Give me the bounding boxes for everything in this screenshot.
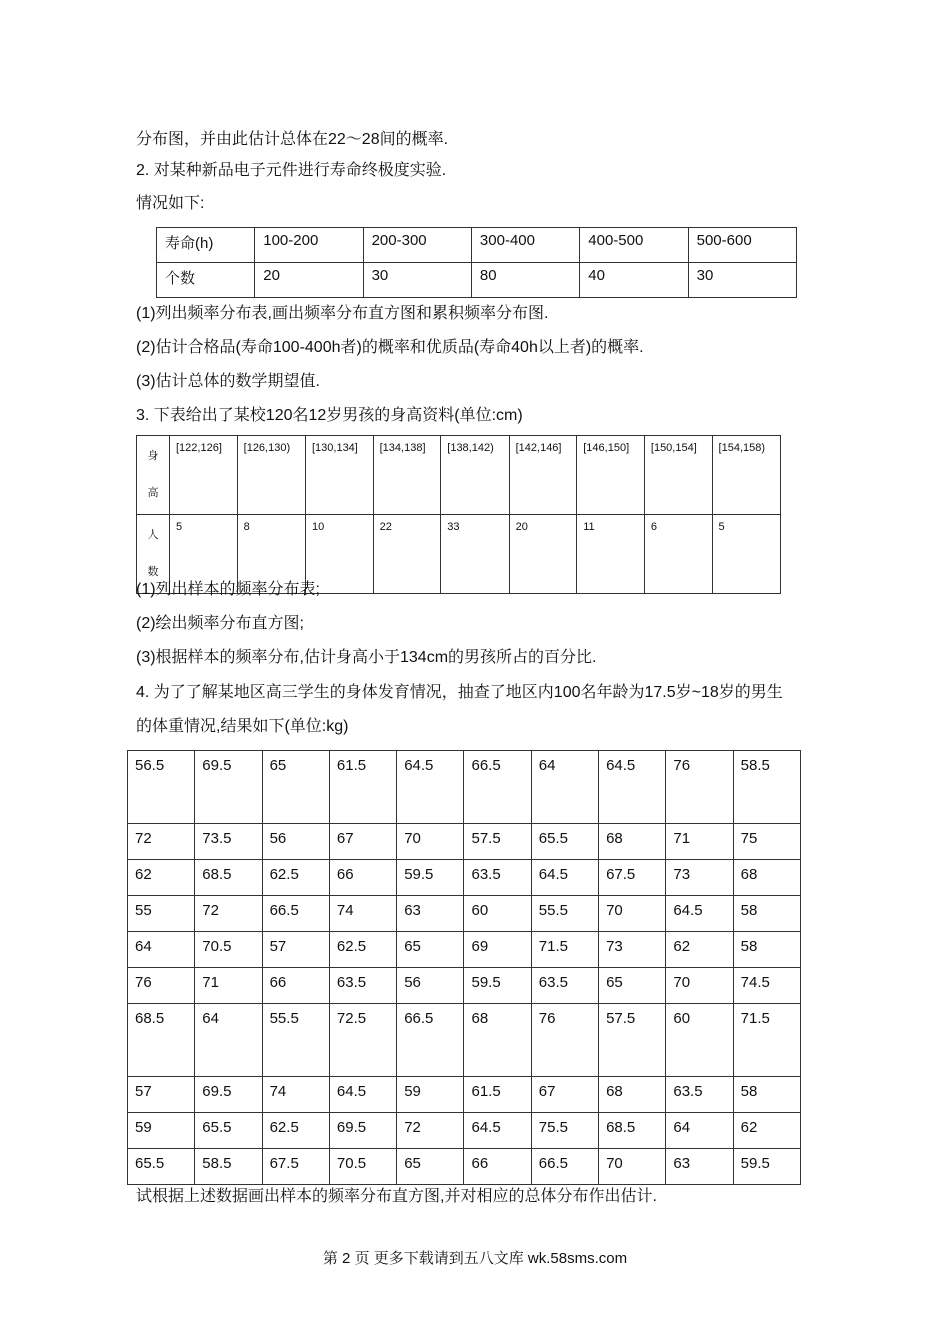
table-cell: 68 — [464, 1004, 531, 1077]
table-cell: 64.5 — [599, 751, 666, 824]
table-cell: 69.5 — [329, 1113, 396, 1149]
height-table — [136, 435, 781, 594]
table-cell: 69 — [464, 932, 531, 968]
table-row — [157, 263, 797, 298]
table-cell: 76 — [531, 1004, 598, 1077]
table-cell: 30 — [363, 263, 471, 298]
table-cell: 73.5 — [195, 824, 262, 860]
table-cell: 56.5 — [128, 751, 195, 824]
table-row — [128, 1149, 801, 1185]
table-cell: 59.5 — [733, 1149, 800, 1185]
table-cell: 61.5 — [464, 1077, 531, 1113]
table-cell: 69.5 — [195, 1077, 262, 1113]
table-cell: 68.5 — [195, 860, 262, 896]
table-cell: 58 — [733, 932, 800, 968]
table-cell: 72 — [128, 824, 195, 860]
table-cell: 55.5 — [262, 1004, 329, 1077]
table-cell: 68 — [733, 860, 800, 896]
table-cell: 74 — [262, 1077, 329, 1113]
table-cell: 6 — [644, 515, 712, 594]
table-cell: 74 — [329, 896, 396, 932]
table-cell: 68.5 — [128, 1004, 195, 1077]
table-cell: 80 — [471, 263, 579, 298]
table-cell: [142,146] — [509, 436, 577, 515]
table-cell: 68 — [599, 1077, 666, 1113]
table-cell: 63.5 — [464, 860, 531, 896]
table-row — [128, 1004, 801, 1077]
table-cell: 75.5 — [531, 1113, 598, 1149]
question-2: (2)估计合格品(寿命100-400h者)的概率和优质品(寿命40h以上者)的概率. — [136, 339, 644, 356]
table-cell: 56 — [262, 824, 329, 860]
table-cell: [150,154] — [644, 436, 712, 515]
table-cell: 40 — [580, 263, 688, 298]
table-cell: 65.5 — [195, 1113, 262, 1149]
page-footer: 第 2 页 更多下载请到五八文库 wk.58sms.com — [322, 1250, 628, 1267]
table-cell: 63.5 — [666, 1077, 733, 1113]
table-cell: 71 — [195, 968, 262, 1004]
table-cell: 70 — [666, 968, 733, 1004]
table-cell: 72.5 — [329, 1004, 396, 1077]
table-cell: 64 — [666, 1113, 733, 1149]
table-cell: 66.5 — [397, 1004, 464, 1077]
table-cell: 57.5 — [464, 824, 531, 860]
table-cell: [138,142) — [441, 436, 509, 515]
table-cell: 64.5 — [329, 1077, 396, 1113]
table-cell: 10 — [305, 515, 373, 594]
table-cell: 58.5 — [733, 751, 800, 824]
problem-3-title: 3. 下表给出了某校120名12岁男孩的身高资料(单位:cm) — [136, 407, 523, 424]
table-cell: 400-500 — [580, 228, 688, 263]
table-row — [137, 436, 781, 515]
table-cell: 63 — [666, 1149, 733, 1185]
table-cell: 5 — [170, 515, 238, 594]
table-cell: 66.5 — [262, 896, 329, 932]
table-row — [128, 1077, 801, 1113]
table-cell: 65.5 — [531, 824, 598, 860]
table-cell: 66 — [329, 860, 396, 896]
table-row — [128, 824, 801, 860]
table-cell: 70 — [599, 896, 666, 932]
label-char: 人 — [147, 529, 159, 541]
table-cell: 70 — [599, 1149, 666, 1185]
table-cell: 62 — [733, 1113, 800, 1149]
label-char: 高 — [147, 487, 159, 499]
problem-2-intro: 情况如下: — [136, 195, 205, 212]
table-cell: 55.5 — [531, 896, 598, 932]
table-cell: 69.5 — [195, 751, 262, 824]
row-label-height — [137, 436, 170, 515]
table-cell: 58 — [733, 896, 800, 932]
table-cell: 67 — [531, 1077, 598, 1113]
question-3-2: (2)绘出频率分布直方图; — [136, 615, 305, 632]
label-char: 数 — [147, 566, 159, 578]
table-cell: 58 — [733, 1077, 800, 1113]
table-cell: 63 — [397, 896, 464, 932]
table-cell: 200-300 — [363, 228, 471, 263]
table-cell: 20 — [509, 515, 577, 594]
table-cell: 72 — [397, 1113, 464, 1149]
table-cell: [134,138] — [373, 436, 441, 515]
table-cell: 74.5 — [733, 968, 800, 1004]
table-cell: 500-600 — [688, 228, 796, 263]
weight-table — [127, 750, 801, 1185]
table-cell: 58.5 — [195, 1149, 262, 1185]
table-cell: 20 — [255, 263, 363, 298]
lifetime-table — [156, 227, 797, 298]
table-cell: 65.5 — [128, 1149, 195, 1185]
table-cell: 71.5 — [531, 932, 598, 968]
table-cell: 62 — [666, 932, 733, 968]
table-cell: 63.5 — [531, 968, 598, 1004]
table-cell: 66 — [262, 968, 329, 1004]
table-cell: 57.5 — [599, 1004, 666, 1077]
table-cell: 60 — [464, 896, 531, 932]
table-cell: 30 — [688, 263, 796, 298]
table-cell: 70 — [397, 824, 464, 860]
table-cell: 56 — [397, 968, 464, 1004]
table-cell: 60 — [666, 1004, 733, 1077]
table-cell: 65 — [397, 932, 464, 968]
table-cell: 57 — [262, 932, 329, 968]
table-cell: 70.5 — [329, 1149, 396, 1185]
table-cell: 59.5 — [464, 968, 531, 1004]
table-cell: 8 — [237, 515, 305, 594]
table-row — [128, 932, 801, 968]
table-cell: 76 — [128, 968, 195, 1004]
table-row — [128, 860, 801, 896]
table-cell: 67 — [329, 824, 396, 860]
table-cell: 66 — [464, 1149, 531, 1185]
problem-4-subtitle: 的体重情况,结果如下(单位:kg) — [136, 718, 349, 735]
table-cell: [146,150] — [577, 436, 645, 515]
table-cell: 64.5 — [397, 751, 464, 824]
table-row — [128, 896, 801, 932]
table-cell: [122,126] — [170, 436, 238, 515]
table-cell: 62.5 — [329, 932, 396, 968]
table-cell: 62 — [128, 860, 195, 896]
table-cell: 73 — [599, 932, 666, 968]
question-1: (1)列出频率分布表,画出频率分布直方图和累积频率分布图. — [136, 305, 549, 322]
table-cell: 59 — [397, 1077, 464, 1113]
table-cell: 62.5 — [262, 860, 329, 896]
question-3-3: (3)根据样本的频率分布,估计身高小于134cm的男孩所占的百分比. — [136, 649, 597, 666]
table-cell: 65 — [262, 751, 329, 824]
table-cell: 64.5 — [531, 860, 598, 896]
table-cell: [130,134] — [305, 436, 373, 515]
table-cell: 76 — [666, 751, 733, 824]
table-row — [128, 1113, 801, 1149]
table-cell: 72 — [195, 896, 262, 932]
table-cell: 67.5 — [599, 860, 666, 896]
table-cell: 33 — [441, 515, 509, 594]
label-char: 身 — [147, 450, 159, 462]
table-cell: 71.5 — [733, 1004, 800, 1077]
text-line-1: 分布图，并由此估计总体在22～28间的概率. — [136, 131, 449, 148]
table-cell: 73 — [666, 860, 733, 896]
table-row — [128, 968, 801, 1004]
table-cell: 65 — [397, 1149, 464, 1185]
table-cell: 75 — [733, 824, 800, 860]
table-cell: 64 — [128, 932, 195, 968]
question-3-1: (1)列出样本的频率分布表; — [136, 581, 321, 598]
problem-4-task: 试根据上述数据画出样本的频率分布直方图,并对相应的总体分布作出估计. — [136, 1188, 657, 1205]
table-cell: 66.5 — [531, 1149, 598, 1185]
table-cell: 64 — [195, 1004, 262, 1077]
table-cell: [154,158) — [712, 436, 780, 515]
question-3: (3)估计总体的数学期望值. — [136, 373, 321, 390]
table-cell: 63.5 — [329, 968, 396, 1004]
table-cell: 71 — [666, 824, 733, 860]
table-cell: 11 — [577, 515, 645, 594]
table-row — [157, 228, 797, 263]
table-cell: 61.5 — [329, 751, 396, 824]
table-row — [128, 751, 801, 824]
table-cell: 59 — [128, 1113, 195, 1149]
table-cell: 64.5 — [666, 896, 733, 932]
problem-2-title: 2. 对某种新品电子元件进行寿命终极度实验. — [136, 162, 447, 179]
table-cell: 66.5 — [464, 751, 531, 824]
table-cell: 68.5 — [599, 1113, 666, 1149]
table-cell: 64.5 — [464, 1113, 531, 1149]
table-cell: 100-200 — [255, 228, 363, 263]
table-cell: 70.5 — [195, 932, 262, 968]
table-cell: 个数 — [157, 263, 255, 298]
table-cell: [126,130) — [237, 436, 305, 515]
table-cell: 67.5 — [262, 1149, 329, 1185]
problem-4-title: 4. 为了了解某地区高三学生的身体发育情况，抽查了地区内100名年龄为17.5岁~18岁的男生 — [136, 684, 783, 701]
table-cell: 65 — [599, 968, 666, 1004]
table-cell: 55 — [128, 896, 195, 932]
table-cell: 62.5 — [262, 1113, 329, 1149]
table-cell: 57 — [128, 1077, 195, 1113]
table-cell: 22 — [373, 515, 441, 594]
table-cell: 寿命(h) — [157, 228, 255, 263]
table-cell: 68 — [599, 824, 666, 860]
table-cell: 300-400 — [471, 228, 579, 263]
table-cell: 5 — [712, 515, 780, 594]
table-cell: 59.5 — [397, 860, 464, 896]
table-cell: 64 — [531, 751, 598, 824]
